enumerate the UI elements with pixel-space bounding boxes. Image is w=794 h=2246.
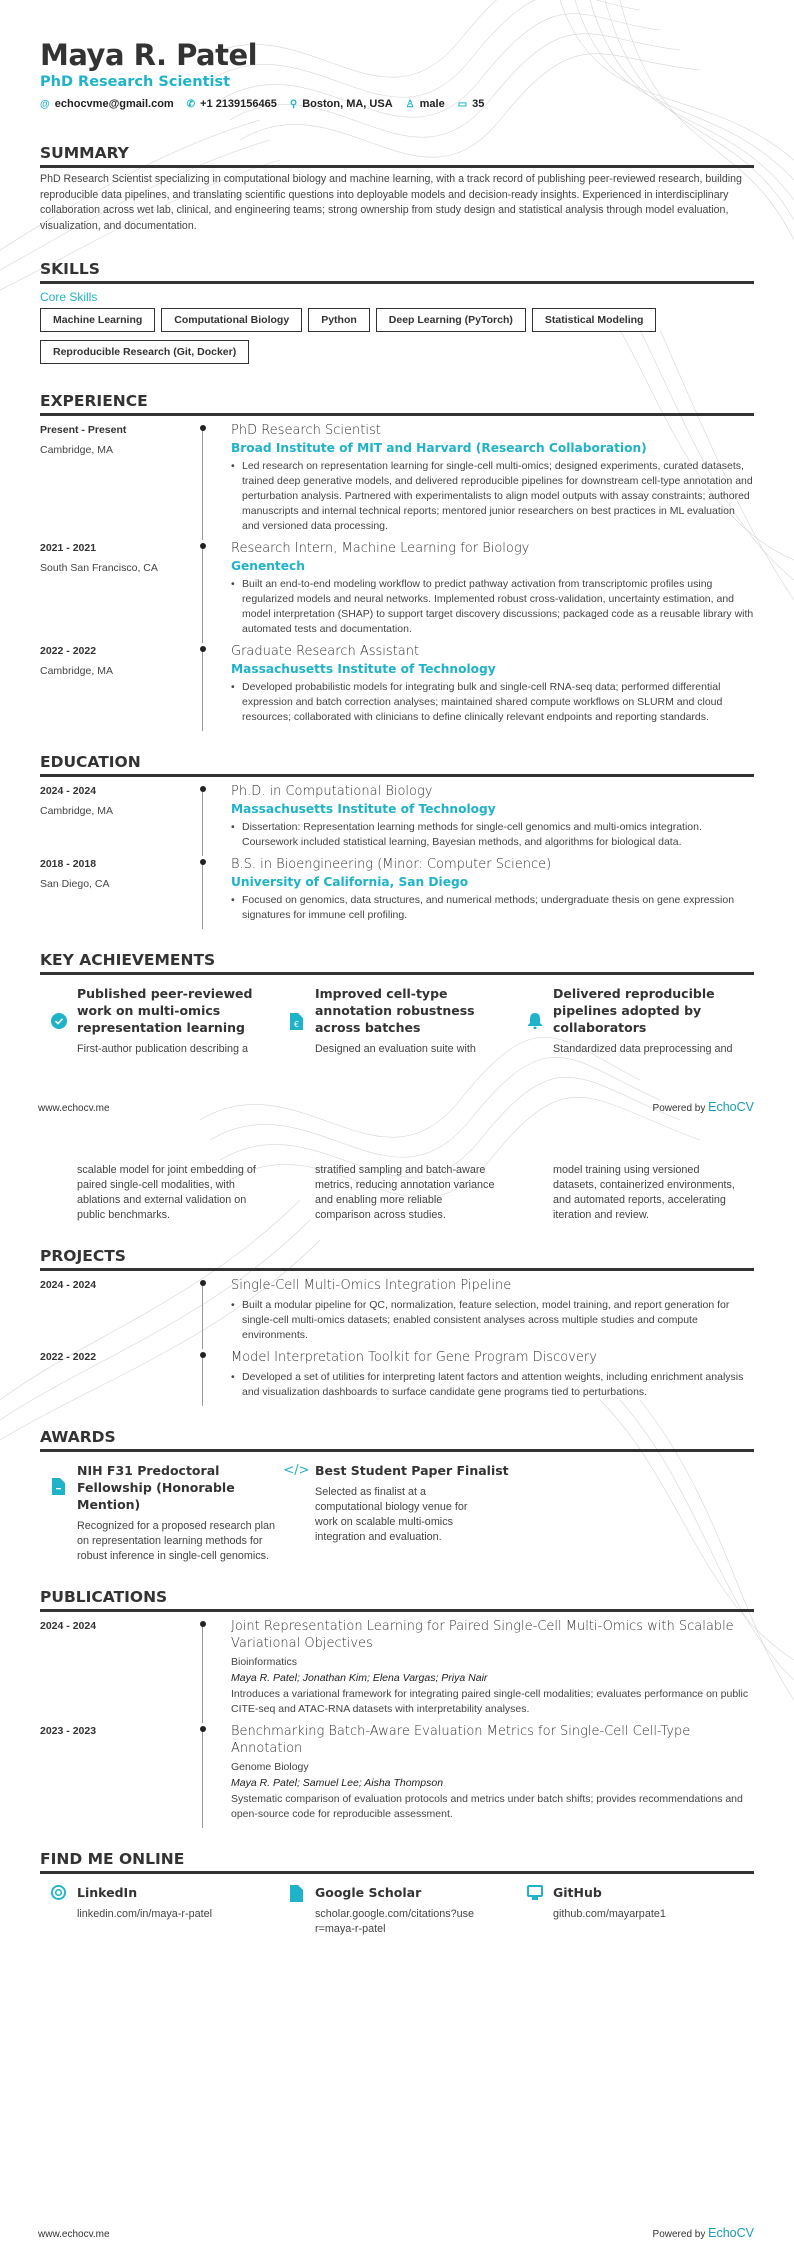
entry-organization: Massachusetts Institute of Technology (231, 662, 496, 676)
entry-bullet: Dissertation: Representation learning methods for single-cell genomics and multi-omics integration. Coursework included statistical learning, Bayesian methods, and algorithms for biological data. (242, 821, 702, 848)
entry-organization: Genentech (231, 559, 305, 573)
entry-bullet: Developed a set of utilities for interpreting latent factors and attention weights, including enrichment analysis and visualization dashboards to surface candidate gene programs tied to perturbations. (242, 1371, 744, 1398)
experience-entry: Present - Present Cambridge, MA PhD Research Scientist Broad Institute of MIT and Harvard (Research Collaboration) • Led research on representation learning for single-cell multi-omics; designed experiments, curated datasets, trained deep generative models, and delivered reproducible pipelines for downstream cell-type annotation and perturbation analysis. Partnered with experimentalists to align model outputs with assay constraints; authored manuscripts and internal technical reports; mentored junior researchers on best practices in ML evaluation and versioned data processing. (40, 422, 754, 540)
publication-entry (40, 1618, 754, 1723)
achievement-card (40, 985, 278, 1057)
timeline-dot (200, 1280, 206, 1286)
timeline-dot (200, 543, 206, 549)
achievement-desc: First-author publication describing a (77, 1043, 249, 1055)
entry-title: Ph.D. in Computational Biology (231, 784, 433, 799)
gear-icon (40, 1884, 77, 1900)
section-title-summary: SUMMARY (40, 144, 754, 168)
entry-title: Single-Cell Multi-Omics Integration Pipeline (231, 1278, 512, 1293)
summary-text: PhD Research Scientist specializing in computational biology and machine learning, with a track record of publishing peer-reviewed research, building reproducible data pipelines, and translating scientific questions into deployable models and decision-ready insights. Experienced in interdisciplinary collaboration across wet lab, clinical, and engineering teams; strong ownership from study design and statistical analysis through model evaluation, visualization, and documentation. (40, 173, 742, 232)
achievement-title: Delivered reproducible pipelines adopted by collaborators (553, 986, 715, 1035)
publication-authors: Maya R. Patel; Samuel Lee; Aisha Thompson (231, 1777, 444, 1789)
publication-authors: Maya R. Patel; Jonathan Kim; Elena Vargas; Priya Nair (231, 1672, 488, 1684)
bell-icon (516, 985, 553, 1057)
candidate-name: Maya R. Patel (40, 38, 258, 72)
document-icon (40, 1462, 77, 1495)
entry-date: 2023 - 2023 (40, 1725, 97, 1737)
check-circle-icon (40, 985, 77, 1057)
document-euro-icon (278, 985, 315, 1057)
publication-venue: Bioinformatics (231, 1656, 297, 1668)
page-footer-1 (38, 1100, 754, 1114)
publication-description: Systematic comparison of evaluation protocols and metrics under batch shifts; provides recommendations and open-source code for reproducible assessment. (231, 1793, 743, 1820)
footer-brand[interactable]: EchoCV (708, 2226, 754, 2240)
online-label: LinkedIn (77, 1885, 138, 1900)
entry-date: 2021 - 2021 (40, 542, 97, 554)
footer-powered-by: Powered by EchoCV (652, 1100, 754, 1114)
section-title-skills: SKILLS (40, 260, 754, 284)
entry-date: 2024 - 2024 (40, 1279, 97, 1291)
award-desc: Selected as finalist at a computational biology venue for work on scalable multi-omics integration and evaluation. (315, 1486, 468, 1543)
achievements-continued (40, 1163, 754, 1223)
contact-gender (406, 98, 445, 110)
projects-section (40, 1247, 754, 1406)
online-url[interactable]: scholar.google.com/citations?user=maya-r-patel (315, 1908, 475, 1935)
achievement-desc: Standardized data preprocessing and (553, 1043, 733, 1055)
publication-title: Joint Representation Learning for Paired Single-Cell Multi-Omics with Scalable Variational Objectives (231, 1619, 734, 1651)
entry-date: 2024 - 2024 (40, 785, 97, 797)
entry-date: 2022 - 2022 (40, 645, 97, 657)
summary-section (40, 144, 754, 234)
skill-chip: Python (308, 308, 370, 332)
skill-chip: Reproducible Research (Git, Docker) (40, 340, 249, 364)
entry-location: San Diego, CA (40, 878, 110, 890)
entry-bullet: Built a modular pipeline for QC, normalization, feature selection, model training, and report generation for single-cell multi-omics datasets; enabled consistent analyses across multiple studies and compute environments. (242, 1299, 730, 1341)
svg-text:€: € (293, 1019, 300, 1029)
awards-section (40, 1428, 754, 1564)
timeline-dot (200, 859, 206, 865)
resume-page-2 (0, 1163, 794, 1937)
entry-title: Model Interpretation Toolkit for Gene Program Discovery (231, 1350, 597, 1365)
contact-age (458, 98, 485, 110)
online-section (40, 1850, 754, 1937)
experience-section (40, 392, 754, 731)
contact-location-value: Boston, MA, USA (302, 98, 393, 110)
resume-page-1 (0, 38, 794, 1057)
award-title: Best Student Paper Finalist (315, 1463, 509, 1478)
entry-title: PhD Research Scientist (231, 423, 381, 438)
code-icon: </> (283, 1463, 310, 1478)
entry-date: 2024 - 2024 (40, 1620, 97, 1632)
online-link-github[interactable] (516, 1884, 754, 1937)
skill-chip: Computational Biology (161, 308, 302, 332)
entry-date: Present - Present (40, 424, 127, 436)
calendar-icon: ▭ (457, 98, 468, 110)
entry-location: Cambridge, MA (40, 444, 113, 456)
publication-venue: Genome Biology (231, 1761, 309, 1773)
contact-email-value: echocvme@gmail.com (54, 98, 174, 110)
online-link-linkedin[interactable] (40, 1884, 278, 1937)
education-entry: 2018 - 2018 San Diego, CA B.S. in Bioengineering (Minor: Computer Science) University of California, San Diego • Focused on genomics, data structures, and numerical methods; undergraduate thesis on gene expression signatures for immune cell profiling. (40, 856, 754, 929)
section-title-projects: PROJECTS (40, 1247, 754, 1271)
person-icon: ♙ (405, 98, 415, 110)
timeline-dot (200, 646, 206, 652)
header (40, 38, 754, 110)
entry-location: Cambridge, MA (40, 665, 113, 677)
contact-phone-value: +1 2139156465 (200, 98, 277, 110)
footer-site-link[interactable]: www.echocv.me (38, 1103, 110, 1114)
skill-chip: Statistical Modeling (532, 308, 657, 332)
award-title: NIH F31 Predoctoral Fellowship (Honorable Mention) (77, 1463, 235, 1512)
entry-title: B.S. in Bioengineering (Minor: Computer Science) (231, 857, 552, 872)
contact-location (290, 98, 393, 110)
project-entry: 2022 - 2022 Model Interpretation Toolkit for Gene Program Discovery • Developed a set of utilities for interpreting latent factors and attention weights, including enrichment analysis and visualization dashboards to surface candidate gene programs tied to perturbations. (40, 1349, 754, 1406)
entry-bullet: Led research on representation learning for single-cell multi-omics; designed experiments, curated datasets, trained deep generative models, and delivered reproducible pipelines for downstream cell-type annotation and perturbation analysis. Partnered with experimentalists to align model outputs with assay constraints; authored manuscripts and internal technical reports; mentored junior researchers on best practices in ML evaluation and versioned data processing. (242, 460, 753, 532)
achievement-title: Published peer-reviewed work on multi-omics representation learning (77, 986, 253, 1035)
publication-description: Introduces a variational framework for integrating paired single-cell modalities; evaluates performance on public CITE-seq and ATAC-RNA datasets with interpretability analyses. (231, 1688, 749, 1715)
footer-site-link[interactable]: www.echocv.me (38, 2229, 110, 2240)
entry-bullet: Developed probabilistic models for integrating bulk and single-cell RNA-seq data; performed differential expression and batch correction analyses; maintained shared compute workflows on SLURM and cloud resources; collaborated with clinicians to define clinically relevant endpoints and reporting standards. (242, 681, 723, 723)
achievement-desc-continued: model training using versioned datasets, containerized environments, and automated reports, accelerating iteration and review. (553, 1164, 735, 1221)
monitor-icon (516, 1884, 553, 1901)
achievement-desc: Designed an evaluation suite with (315, 1043, 476, 1055)
publication-entry (40, 1723, 754, 1828)
online-link-scholar[interactable] (278, 1884, 516, 1937)
online-label: Google Scholar (315, 1885, 422, 1900)
achievement-card (278, 985, 516, 1057)
contact-age-value: 35 (472, 98, 485, 110)
experience-entry: 2022 - 2022 Cambridge, MA Graduate Research Assistant Massachusetts Institute of Technology • Developed probabilistic models for integrating bulk and single-cell RNA-seq data; performed differential expression and batch correction analyses; maintained shared compute workflows on SLURM and cloud resources; collaborated with clinicians to define clinically relevant endpoints and reporting standards. (40, 643, 754, 731)
online-url[interactable]: github.com/mayarpate1 (553, 1908, 666, 1920)
achievement-desc-continued: stratified sampling and batch-aware metrics, reducing annotation variance and enabling more reliable comparison across studies. (315, 1164, 495, 1221)
publications-section (40, 1588, 754, 1828)
timeline-dot (200, 1621, 206, 1627)
achievement-title: Improved cell-type annotation robustness across batches (315, 986, 475, 1035)
entry-organization: Broad Institute of MIT and Harvard (Research Collaboration) (231, 441, 647, 455)
entry-bullet: Built an end-to-end modeling workflow to predict pathway activation from transcriptomic profiles using regularized models and neural networks. Implemented robust cross-validation, uncertainty estimation, and model interpretation (SHAP) to support target discovery discussions; packaged code as a reusable library with automated tests and documentation. (242, 578, 754, 635)
location-pin-icon: ⚲ (289, 98, 298, 110)
timeline-dot (200, 1726, 206, 1732)
section-title-online: FIND ME ONLINE (40, 1850, 754, 1874)
section-title-experience: EXPERIENCE (40, 392, 754, 416)
skills-list (40, 308, 754, 364)
entry-organization: Massachusetts Institute of Technology (231, 802, 496, 816)
entry-date: 2022 - 2022 (40, 1351, 97, 1363)
section-title-achievements: KEY ACHIEVEMENTS (40, 951, 754, 975)
page-footer-2 (38, 2226, 754, 2240)
section-title-publications: PUBLICATIONS (40, 1588, 754, 1612)
timeline-dot (200, 1352, 206, 1358)
contact-email[interactable] (40, 98, 174, 110)
project-entry: 2024 - 2024 Single-Cell Multi-Omics Integration Pipeline • Built a modular pipeline for QC, normalization, feature selection, model training, and report generation for single-cell multi-omics datasets; enabled consistent analyses across multiple studies and compute environments. (40, 1277, 754, 1349)
achievement-card (516, 985, 754, 1057)
skills-section (40, 260, 754, 364)
education-entry: 2024 - 2024 Cambridge, MA Ph.D. in Computational Biology Massachusetts Institute of Technology • Dissertation: Representation learning methods for single-cell genomics and multi-omics integration. Coursework included statistical learning, Bayesian methods, and algorithms for biological data. (40, 783, 754, 856)
achievement-desc-continued: scalable model for joint embedding of paired single-cell modalities, with ablations and external validation on public benchmarks. (77, 1164, 256, 1221)
document-icon (278, 1884, 315, 1902)
skills-group-label: Core Skills (40, 290, 98, 304)
award-desc: Recognized for a proposed research plan on representation learning methods for robust inference in single-cell genomics. (77, 1520, 276, 1562)
footer-powered-by: Powered by EchoCV (652, 2226, 754, 2240)
achievements-section (40, 951, 754, 1057)
education-section (40, 753, 754, 929)
publication-title: Benchmarking Batch-Aware Evaluation Metrics for Single-Cell Cell-Type Annotation (231, 1724, 691, 1756)
entry-title: Research Intern, Machine Learning for Biology (231, 541, 530, 556)
entry-location: Cambridge, MA (40, 805, 113, 817)
section-title-awards: AWARDS (40, 1428, 754, 1452)
phone-icon: ✆ (186, 98, 196, 110)
skill-chip: Machine Learning (40, 308, 155, 332)
skill-chip: Deep Learning (PyTorch) (376, 308, 526, 332)
entry-location: South San Francisco, CA (40, 562, 158, 574)
at-icon: @ (40, 98, 50, 110)
contact-gender-value: male (419, 98, 445, 110)
timeline-dot (200, 786, 206, 792)
contact-list (40, 98, 754, 110)
contact-phone[interactable] (187, 98, 277, 110)
timeline-dot (200, 425, 206, 431)
entry-date: 2018 - 2018 (40, 858, 97, 870)
online-url[interactable]: linkedin.com/in/maya-r-patel (77, 1908, 213, 1920)
award-card (278, 1462, 516, 1564)
candidate-role: PhD Research Scientist (40, 74, 231, 90)
footer-brand[interactable]: EchoCV (708, 1100, 754, 1114)
online-label: GitHub (553, 1885, 602, 1900)
award-card (40, 1462, 278, 1564)
entry-organization: University of California, San Diego (231, 875, 469, 889)
experience-entry: 2021 - 2021 South San Francisco, CA Research Intern, Machine Learning for Biology Genentech • Built an end-to-end modeling workflow to predict pathway activation from transcriptomic profiles using regularized models and neural networks. Implemented robust cross-validation, uncertainty estimation, and model interpretation (SHAP) to support target discovery discussions; packaged code as a reusable library with automated tests and documentation. (40, 540, 754, 643)
section-title-education: EDUCATION (40, 753, 754, 777)
entry-bullet: Focused on genomics, data structures, and numerical methods; undergraduate thesis on gene expression signatures for immune cell profiling. (242, 894, 735, 921)
entry-title: Graduate Research Assistant (231, 644, 420, 659)
